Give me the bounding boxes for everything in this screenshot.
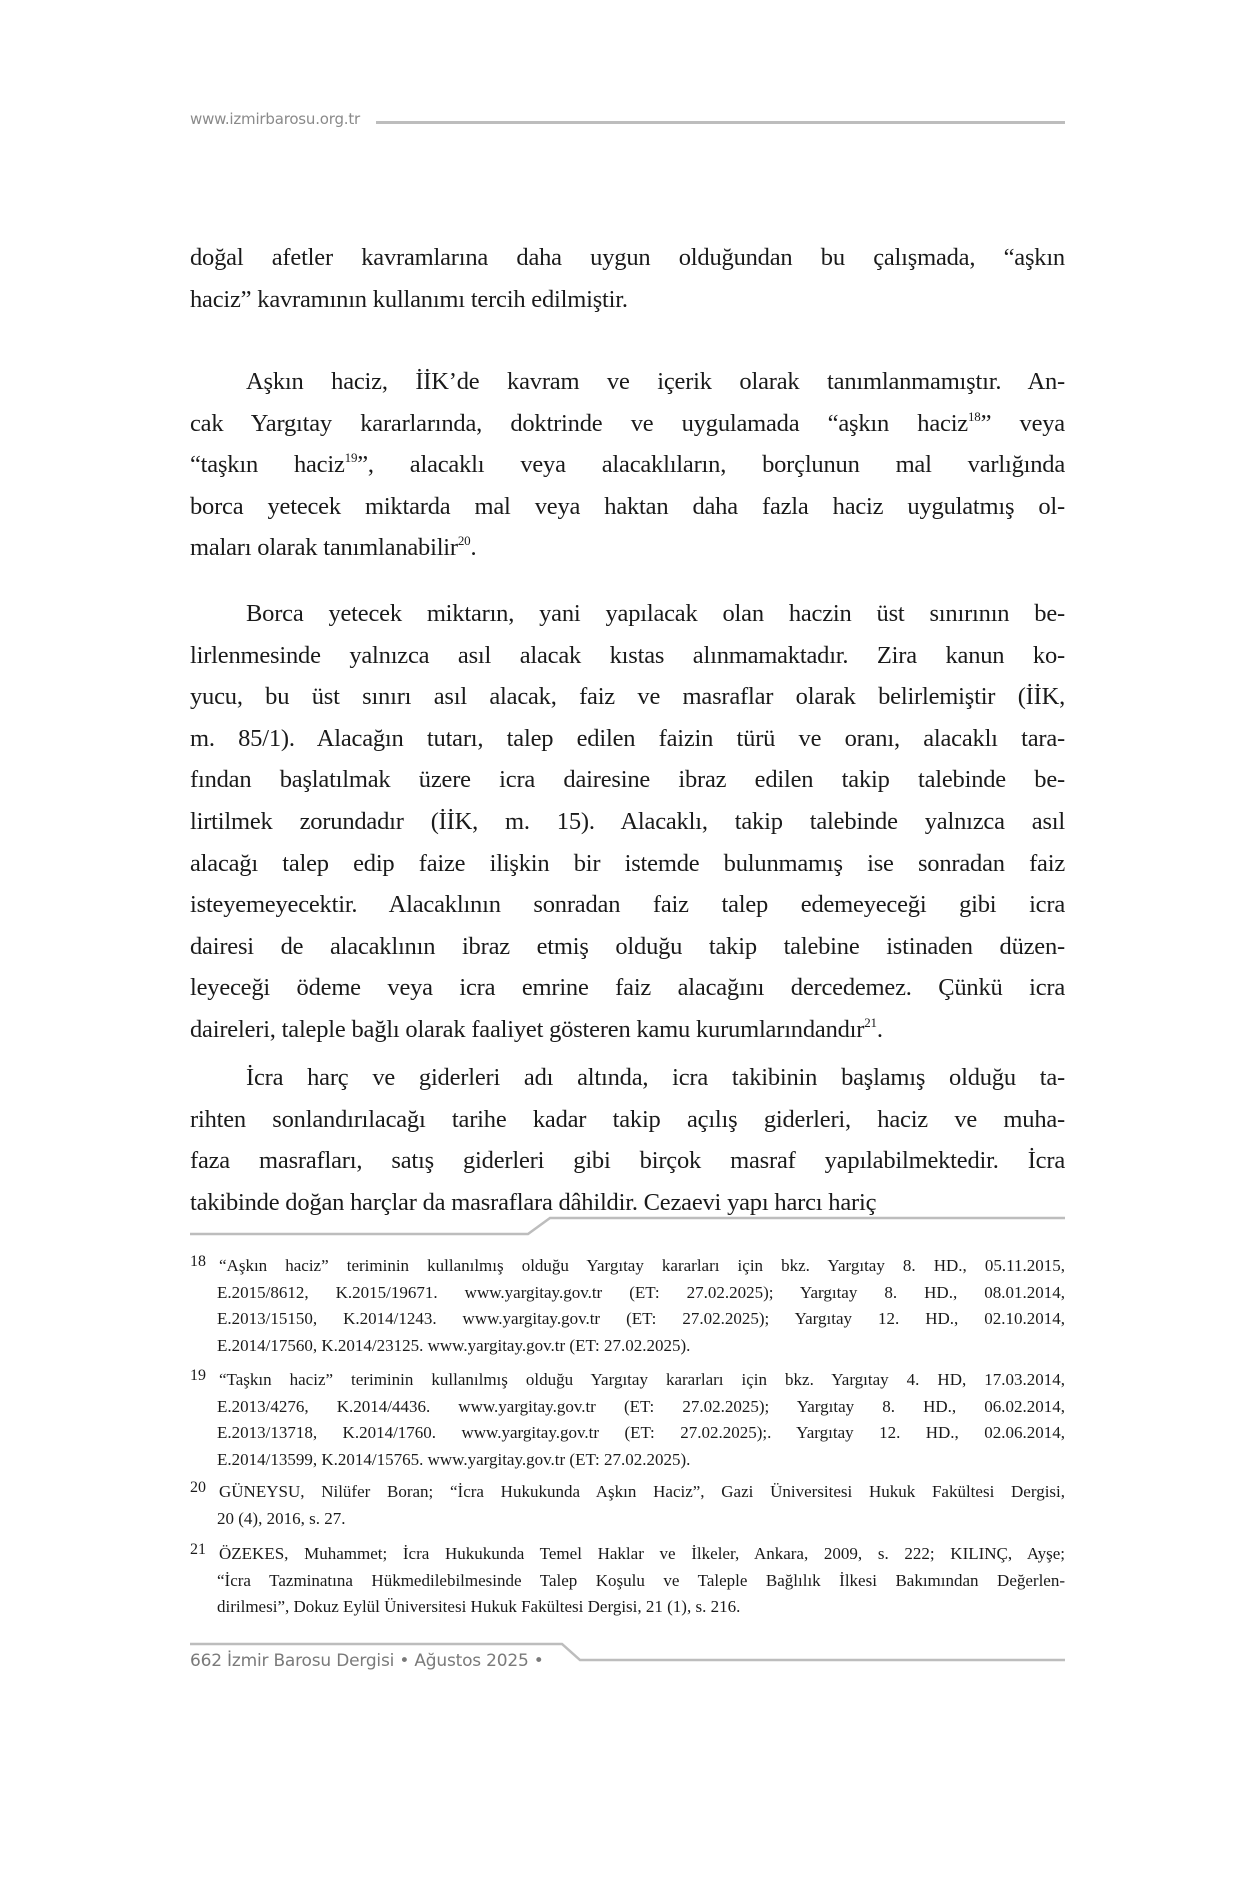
line-text: takibinde doğan harçlar da masraflara dâhildir. Cezaevi yapı harcı hariç xyxy=(190,1188,877,1216)
footnote-line: E.2015/8612, K.2015/19671. www.yargitay.gov.tr (ET: 27.02.2025); Yargıtay 8. HD., 08.01.2014, xyxy=(217,1282,1065,1302)
line-text: isteyemeyecektir. Alacaklının sonradan faiz talep edemeyeceği gibi icra xyxy=(190,891,1065,919)
footnote-reference[interactable]: 21 xyxy=(864,1014,877,1030)
line-text: . xyxy=(876,1015,883,1043)
line-text: lirtilmek zorundadır (İİK, m. 15). Alacaklı, takip talebinde yalnızca asıl xyxy=(190,807,1065,835)
footnote-reference[interactable]: 19 xyxy=(344,450,358,466)
footnote-line: ÖZEKES, Muhammet; İcra Hukukunda Temel Haklar ve İlkeler, Ankara, 2009, s. 222; KILINÇ, Ayşe; xyxy=(219,1544,1065,1563)
footnote-number: 18 xyxy=(190,1253,206,1270)
line-text: Borca yetecek miktarın, yani yapılacak olan haczin üst sınırının be- xyxy=(246,600,1065,627)
header-website: www.izmirbarosu.org.tr xyxy=(190,110,361,128)
line-text: Aşkın haciz, İİK’de kavram ve içerik olarak tanımlanmamıştır. An- xyxy=(246,368,1065,395)
line-text: rihten sonlandırılacağı tarihe kadar takip açılış giderleri, haciz ve muha- xyxy=(190,1105,1065,1133)
line-text: “taşkın haciz xyxy=(190,451,345,479)
line-text: yucu, bu üst sınırı asıl alacak, faiz ve masraflar olarak belirlemiştir (İİK, xyxy=(190,683,1065,711)
line-text: alacağı talep edip faize ilişkin bir istemde bulunmamış ise sonradan faiz xyxy=(190,849,1065,877)
footnote-line: 20 (4), 2016, s. 27. xyxy=(217,1508,346,1528)
line-text: . xyxy=(470,534,477,562)
footnote-20 xyxy=(190,1479,1065,1532)
line-text: borca yetecek miktarda mal veya haktan daha fazla haciz uygulatmış ol- xyxy=(190,492,1065,520)
footnote-19 xyxy=(190,1367,1065,1473)
footnote-line: “İcra Tazminatına Hükmedilebilmesinde Talep Koşulu ve Taleple Bağlılık İlkesi Bakımından Değerlen- xyxy=(217,1570,1065,1590)
footnote-line: E.2013/13718, K.2014/1760. www.yargitay.gov.tr (ET: 27.02.2025);. Yargıtay 12. HD., 02.06.2014, xyxy=(217,1423,1065,1442)
footnote-line: “Aşkın haciz” teriminin kullanılmış olduğu Yargıtay kararları için bkz. Yargıtay 8. HD., 05.11.2015, xyxy=(219,1256,1065,1275)
line-text: maları olarak tanımlanabilir xyxy=(190,534,458,562)
line-text: leyeceği ödeme veya icra emrine faiz alacağını dercedemez. Çünkü icra xyxy=(190,974,1065,1002)
footnote-number: 19 xyxy=(190,1367,206,1384)
line-text: İcra harç ve giderleri adı altında, icra takibinin başlamış olduğu ta- xyxy=(246,1064,1065,1091)
footnote-reference[interactable]: 18 xyxy=(967,408,981,424)
line-text: faza masrafları, satış giderleri gibi birçok masraf yapılabilmektedir. İcra xyxy=(190,1147,1065,1175)
line-text: m. 85/1). Alacağın tutarı, talep edilen faizin türü ve oranı, alacaklı tara- xyxy=(190,724,1065,752)
footnote-line: GÜNEYSU, Nilüfer Boran; “İcra Hukukunda Aşkın Haciz”, Gazi Üniversitesi Hukuk Fakültesi Dergisi, xyxy=(219,1482,1065,1501)
footnote-line: E.2013/15150, K.2014/1243. www.yargitay.gov.tr (ET: 27.02.2025); Yargıtay 12. HD., 02.10.2014, xyxy=(217,1309,1065,1328)
line-text: cak Yargıtay kararlarında, doktrinde ve uygulamada “aşkın haciz xyxy=(190,409,968,437)
line-text: ”, alacaklı veya alacaklıların, borçlunun mal varlığında xyxy=(357,451,1065,479)
footnote-18 xyxy=(190,1253,1065,1359)
line-text: lirlenmesinde yalnızca asıl alacak kıstas alınmamaktadır. Zira kanun ko- xyxy=(190,641,1065,669)
line-text: doğal afetler kavramlarına daha uygun olduğundan bu çalışmada, “aşkın xyxy=(190,244,1065,271)
footer-page-info: 662 İzmir Barosu Dergisi • Ağustos 2025 • xyxy=(190,1651,544,1671)
line-text: daireleri, taleple bağlı olarak faaliyet gösteren kamu kurumlarındandır xyxy=(190,1015,865,1043)
footnote-line: “Taşkın haciz” teriminin kullanılmış olduğu Yargıtay kararları için bkz. Yargıtay 4. HD, 17.03.2014, xyxy=(219,1370,1065,1389)
footnote-21 xyxy=(190,1541,1065,1621)
footnote-line: E.2014/17560, K.2014/23125. www.yargitay.gov.tr (ET: 27.02.2025). xyxy=(217,1335,691,1355)
footnote-number: 21 xyxy=(190,1541,206,1558)
footnote-divider xyxy=(190,1218,1065,1234)
footnote-line: dirilmesi”, Dokuz Eylül Üniversitesi Hukuk Fakültesi Dergisi, 21 (1), s. 216. xyxy=(217,1597,741,1616)
footnote-reference[interactable]: 20 xyxy=(457,533,471,549)
line-text: haciz” kavramının kullanımı tercih edilmiştir. xyxy=(190,285,628,313)
footnote-line: E.2014/13599, K.2014/15765. www.yargitay.gov.tr (ET: 27.02.2025). xyxy=(217,1449,691,1469)
footnote-number: 20 xyxy=(190,1479,206,1496)
line-text: dairesi de alacaklının ibraz etmiş olduğu takip talebine istinaden düzen- xyxy=(190,932,1065,960)
line-text: fından başlatılmak üzere icra dairesine ibraz edilen takip talebinde be- xyxy=(190,766,1065,794)
line-text: ” veya xyxy=(980,409,1065,437)
footnote-line: E.2013/4276, K.2014/4436. www.yargitay.gov.tr (ET: 27.02.2025); Yargıtay 8. HD., 06.02.2014, xyxy=(217,1396,1065,1416)
